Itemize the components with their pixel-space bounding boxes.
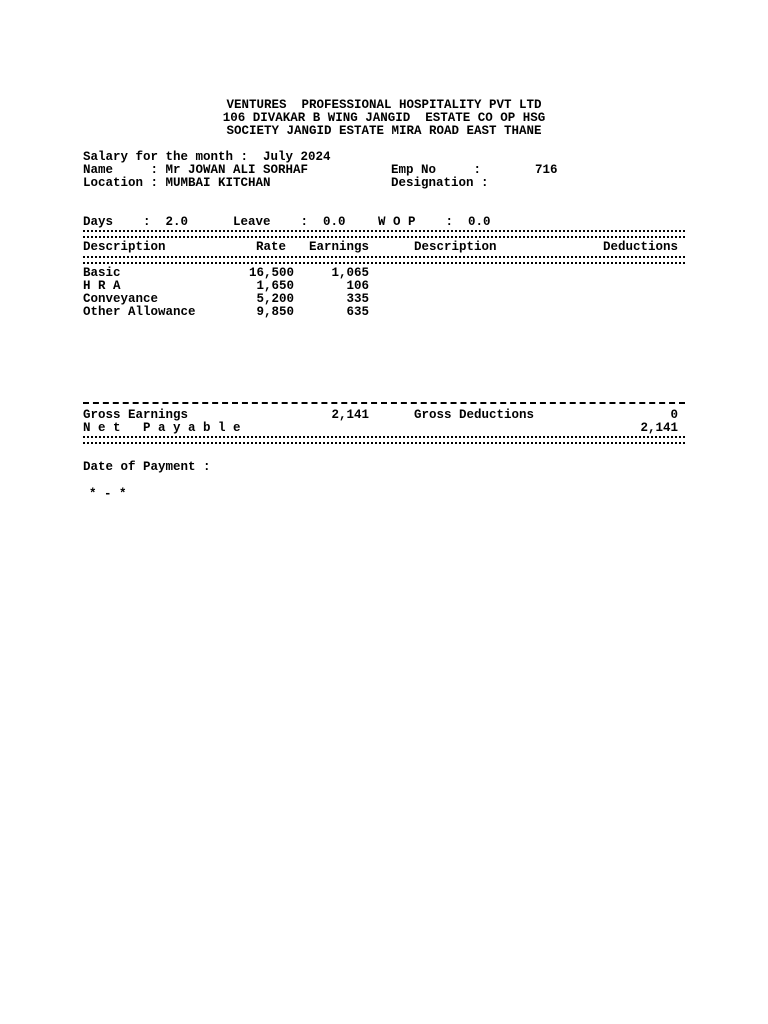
gross-earnings-value: 2,141 bbox=[331, 408, 369, 422]
net-payable-value: 2,141 bbox=[640, 421, 678, 435]
leave-field: Leave : 0.0 bbox=[233, 215, 346, 229]
table-row-rate: 5,200 bbox=[256, 292, 294, 306]
header-description: Description bbox=[83, 240, 166, 254]
header-rate: Rate bbox=[255, 240, 286, 254]
table-row-description: Basic bbox=[83, 266, 121, 280]
table-row-earnings: 635 bbox=[346, 305, 369, 319]
header-earnings: Earnings bbox=[308, 240, 369, 254]
table-row-earnings: 1,065 bbox=[331, 266, 369, 280]
company-name: VENTURES PROFESSIONAL HOSPITALITY PVT LTD bbox=[226, 98, 542, 112]
header-description-deductions: Description bbox=[414, 240, 497, 254]
date-of-payment-label: Date of Payment : bbox=[83, 460, 211, 474]
table-row-earnings: 106 bbox=[346, 279, 369, 293]
footer-marks: * - * bbox=[89, 487, 127, 501]
header-deductions: Deductions bbox=[602, 240, 678, 254]
wop-field: W O P : 0.0 bbox=[378, 215, 491, 229]
table-row-description: Conveyance bbox=[83, 292, 159, 306]
company-address-line2: SOCIETY JANGID ESTATE MIRA ROAD EAST THANE bbox=[226, 124, 542, 138]
net-payable-label: N e t P a y a b l e bbox=[83, 421, 241, 435]
designation-label: Designation : bbox=[391, 176, 489, 190]
employee-name: Name : Mr JOWAN ALI SORHAF bbox=[83, 163, 309, 177]
salary-month: Salary for the month : July 2024 bbox=[83, 150, 331, 164]
table-row-rate: 9,850 bbox=[256, 305, 294, 319]
gross-deductions-label: Gross Deductions bbox=[414, 408, 535, 422]
emp-no-label: Emp No : bbox=[391, 163, 482, 177]
double-rule-header bbox=[83, 256, 685, 264]
days-field: Days : 2.0 bbox=[83, 215, 189, 229]
gross-deductions-value: 0 bbox=[670, 408, 678, 422]
single-rule-totals bbox=[83, 402, 685, 404]
table-row-rate: 1,650 bbox=[256, 279, 294, 293]
double-rule-top bbox=[83, 230, 685, 238]
employee-location: Location : MUMBAI KITCHAN bbox=[83, 176, 271, 190]
table-row-description: Other Allowance bbox=[83, 305, 196, 319]
table-row-earnings: 335 bbox=[346, 292, 369, 306]
table-row-rate: 16,500 bbox=[248, 266, 294, 280]
double-rule-bottom bbox=[83, 436, 685, 444]
table-row-description: H R A bbox=[83, 279, 121, 293]
emp-no-value: 716 bbox=[535, 163, 558, 177]
gross-earnings-label: Gross Earnings bbox=[83, 408, 189, 422]
company-address-line1: 106 DIVAKAR B WING JANGID ESTATE CO OP HSG bbox=[222, 111, 546, 125]
